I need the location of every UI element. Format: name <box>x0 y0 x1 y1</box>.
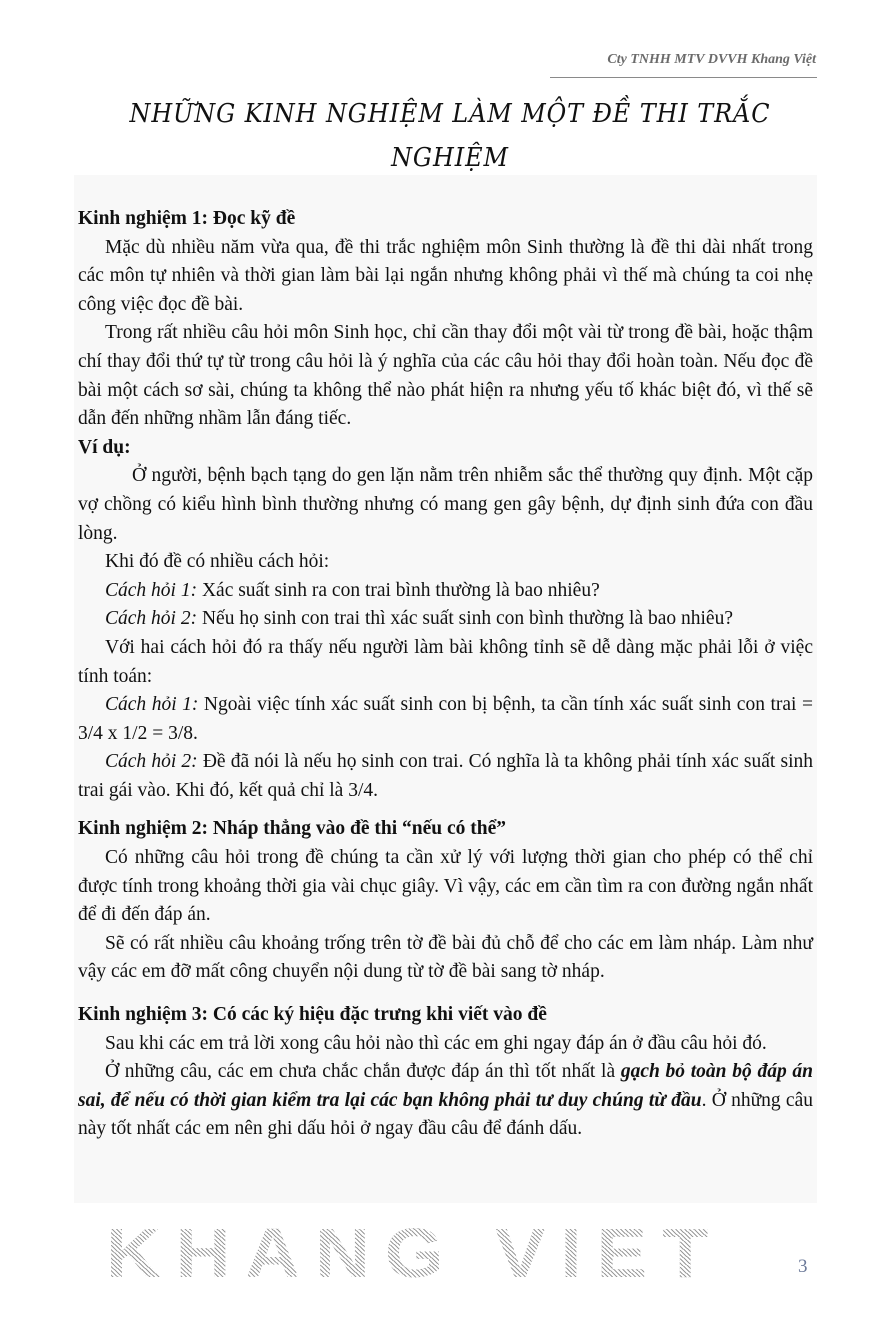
section-3-p2-end: . Ở những câu này tốt nhất các em nên ghi dấu hỏi ở ngay đầu câu để đánh dấu. <box>78 1089 813 1140</box>
section-3-p2-start: Ở những câu, các em chưa chắc chắn được đáp án thì tốt nhất là <box>105 1061 621 1083</box>
example-text: Ở người, bệnh bạch tạng do gen lặn nằm trên nhiễm sắc thể thường quy định. Một cặp vợ chồng có kiểu hình bình thường nhưng có mang gen gây bệnh, dự định sinh đứa con đầu lòng. <box>78 465 813 544</box>
answer-1-label: Cách hỏi 1: <box>105 694 199 716</box>
question-2-label: Cách hỏi 2: <box>105 608 198 630</box>
calculation-note: Với hai cách hỏi đó ra thấy nếu người làm bài không tỉnh sẽ dễ dàng mặc phải lỗi ở việc tính toán: <box>78 636 813 687</box>
answer-2-label: Cách hỏi 2: <box>105 751 198 773</box>
question-1-text: Xác suất sinh ra con trai bình thường là bao nhiêu? <box>197 579 600 601</box>
section-1-paragraph-1: Mặc dù nhiều năm vừa qua, đề thi trắc nghiệm môn Sinh thường là đề thi dài nhất trong các môn tự nhiên và thời gian làm bài lại ngắn nhưng không phải vì thế mà chúng ta coi nhẹ công việc đọc đề bài. <box>78 236 813 315</box>
answer-1 <box>78 691 813 748</box>
example-label: Ví dụ: <box>78 436 131 458</box>
section-1-paragraph-2: Trong rất nhiều câu hỏi môn Sinh học, chỉ cần thay đổi một vài từ trong đề bài, hoặc thậm chí thay đổi thứ tự từ trong câu hỏi là ý nghĩa của các câu hỏi thay đổi hoàn toàn. Nếu đọc đề bài một cách sơ sài, chúng ta không thể nào phát hiện ra nhưng yếu tố khác biệt đó, vì thế sẽ dẫn đến những nhầm lẫn đáng tiếc. <box>78 322 813 430</box>
header-divider <box>550 77 817 78</box>
content-box <box>74 175 817 1203</box>
question-1 <box>78 577 813 606</box>
section-3-heading: Kinh nghiệm 3: Có các ký hiệu đặc trưng khi viết vào đề <box>78 1004 547 1026</box>
title-line-1: NHỮNG KINH NGHIỆM LÀM MỘT ĐỀ THI TRẮC NGHIỆM <box>129 99 771 173</box>
section-3-paragraph-2 <box>78 1058 813 1144</box>
publisher-header: Cty TNHH MTV DVVH Khang Việt <box>607 52 816 67</box>
section-2-paragraph-1: Có những câu hỏi trong đề chúng ta cần xử lý với lượng thời gian cho phép có thể chỉ được tính trong khoảng thời gia vài chục giây. Vì vậy, các em cần tìm ra con đường ngắn nhất để đi đến đáp án. <box>78 847 813 926</box>
question-2-text: Nếu họ sinh con trai thì xác suất sinh con bình thường là bao nhiêu? <box>197 608 733 630</box>
section-1-heading: Kinh nghiệm 1: Đọc kỹ đề <box>78 208 296 229</box>
answer-2-text: Đề đã nói là nếu họ sinh con trai. Có nghĩa là ta không phải tính xác suất sinh trai gái vào. Khi đó, kết quả chỉ là 3/4. <box>78 751 813 801</box>
answer-1-text: Ngoài việc tính xác suất sinh con bị bệnh, ta cần tính xác suất sinh con trai = 3/4 x 1/2 = 3/8. <box>78 694 814 744</box>
section-2-paragraph-2: Sẽ có rất nhiều câu khoảng trống trên tờ đề bài đủ chỗ để cho các em làm nháp. Làm như vậy các em đỡ mất công chuyển nội dung từ tờ đề bài sang tờ nháp. <box>78 932 813 983</box>
khang-viet-watermark: KHANG VIET <box>106 1214 724 1292</box>
page-number: 3 <box>798 1256 808 1277</box>
section-2-heading: Kinh nghiệm 2: Nháp thẳng vào đề thi “nếu có thể” <box>78 818 506 840</box>
question-2 <box>78 605 813 634</box>
answer-2 <box>78 748 813 805</box>
question-1-label: Cách hỏi 1: <box>105 579 198 601</box>
section-3-paragraph-1: Sau khi các em trả lời xong câu hỏi nào thì các em ghi ngay đáp án ở đầu câu hỏi đó. <box>105 1032 767 1054</box>
question-intro: Khi đó đề có nhiều cách hỏi: <box>105 551 330 573</box>
section-3-p2-emphasis: gạch bỏ toàn bộ đáp án sai, để nếu có thời gian kiểm tra lại các bạn không phải tư duy chúng từ đầu <box>78 1061 813 1111</box>
